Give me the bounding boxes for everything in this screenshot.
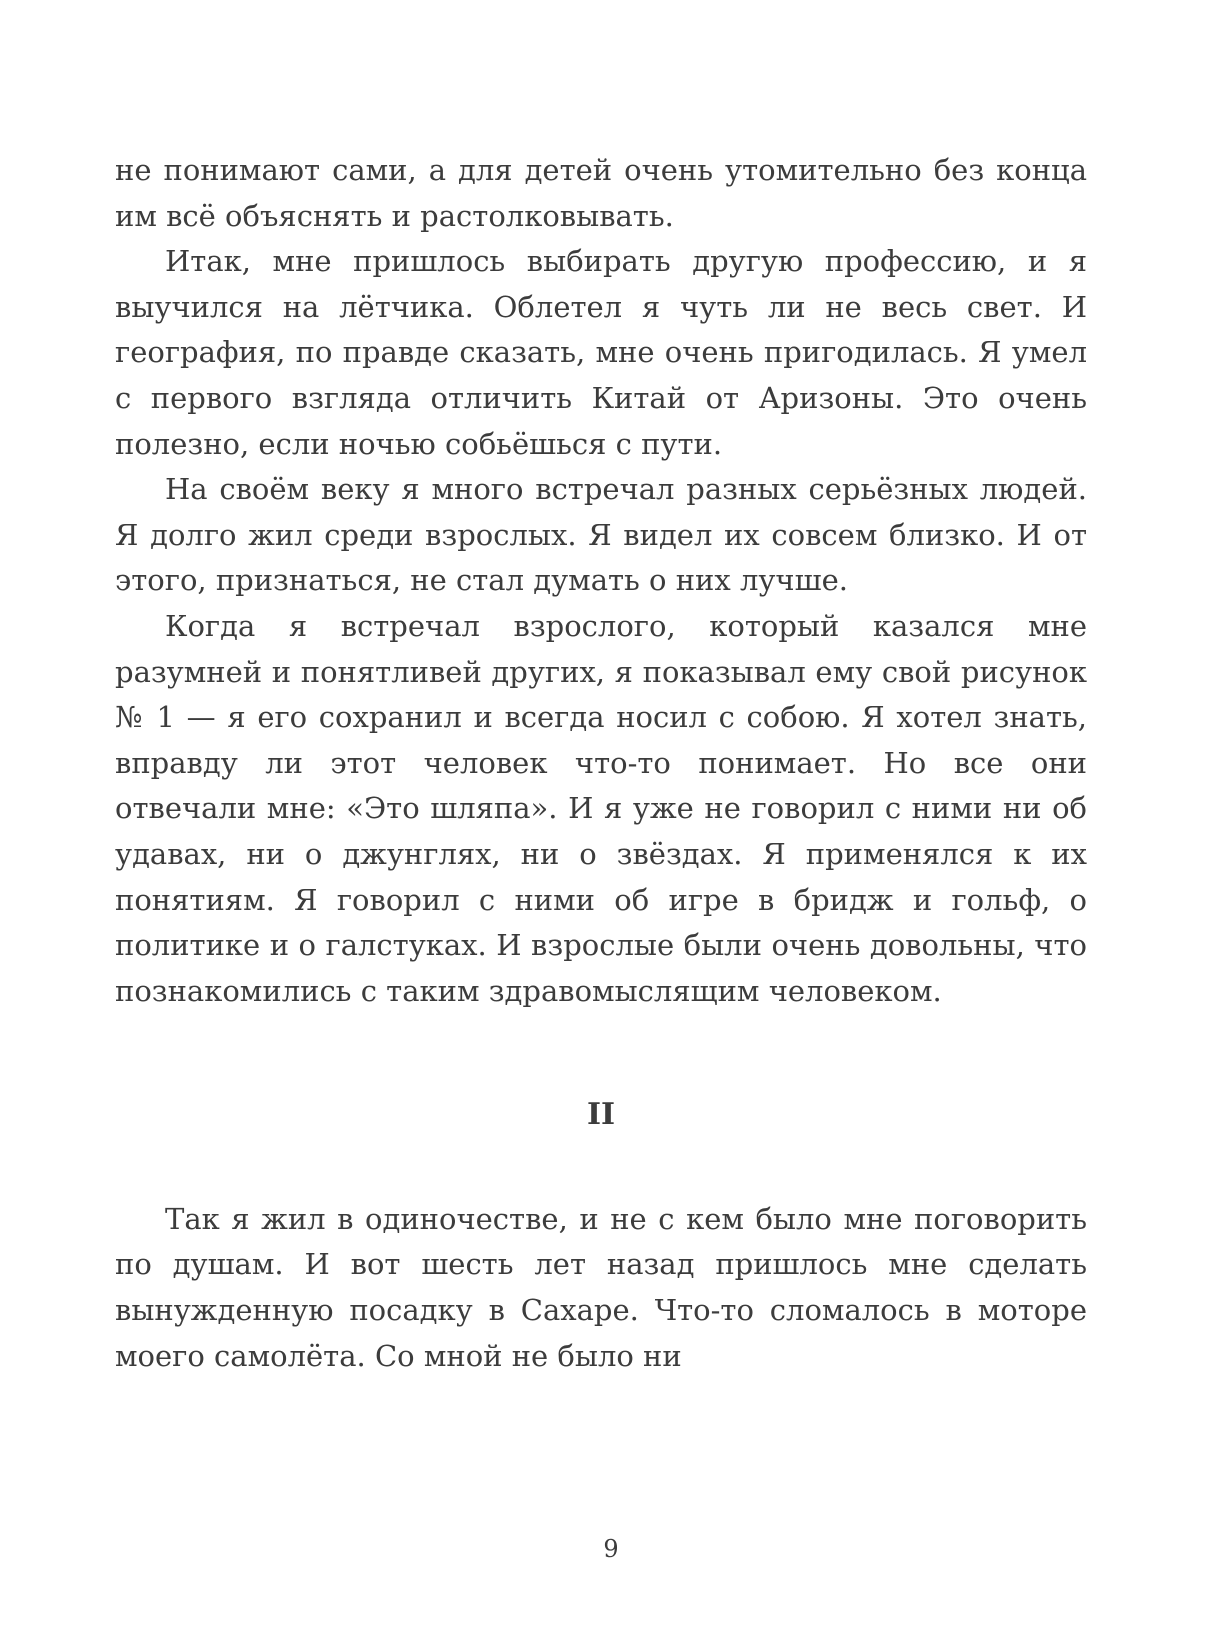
page-number: 9 bbox=[603, 1535, 619, 1563]
paragraph: Когда я встречал взрослого, который казался мне разумней и понятливей других, я показывал ему свой рисунок № 1 — я его сохранил и всегда носил с собою. Я хотел знать, вправду ли этот человек что-то понимает. Но все они отвечали мне: «Это шляпа». И я уже не говорил с ними ни об удавах, ни о джунглях, ни о звёздах. Я применялся к их понятиям. Я говорил с ними об игре в бридж и гольф, о политике и о галстуках. И взрослые были очень довольны, что познакомились с таким здравомыслящим человеком. bbox=[115, 608, 1087, 1008]
paragraph: На своём веку я много встречал разных серьёзных людей. Я долго жил среди взрослых. Я видел их совсем близко. И от этого, признаться, не стал думать о них лучше. bbox=[115, 472, 1087, 598]
paragraph: Итак, мне пришлось выбирать другую профессию, и я выучился на лётчика. Облетел я чуть ли не весь свет. И география, по правде сказать, мне очень пригодилась. Я умел с первого взгляда отличить Китай от Аризоны. Это очень полезно, если ночью собьёшься с пути. bbox=[115, 244, 1087, 461]
page-text bbox=[115, 148, 1087, 1379]
paragraph: не понимают сами, а для детей очень утомительно без конца им всё объяснять и растолковывать. bbox=[115, 153, 1087, 233]
chapter-heading: II bbox=[586, 1097, 616, 1133]
paragraph: Так я жил в одиночестве, и не с кем было мне поговорить по душам. И вот шесть лет назад пришлось мне сделать вынужденную посадку в Сахаре. Что-то сломалось в моторе моего самолёта. Со мной не было ни bbox=[115, 1201, 1087, 1373]
